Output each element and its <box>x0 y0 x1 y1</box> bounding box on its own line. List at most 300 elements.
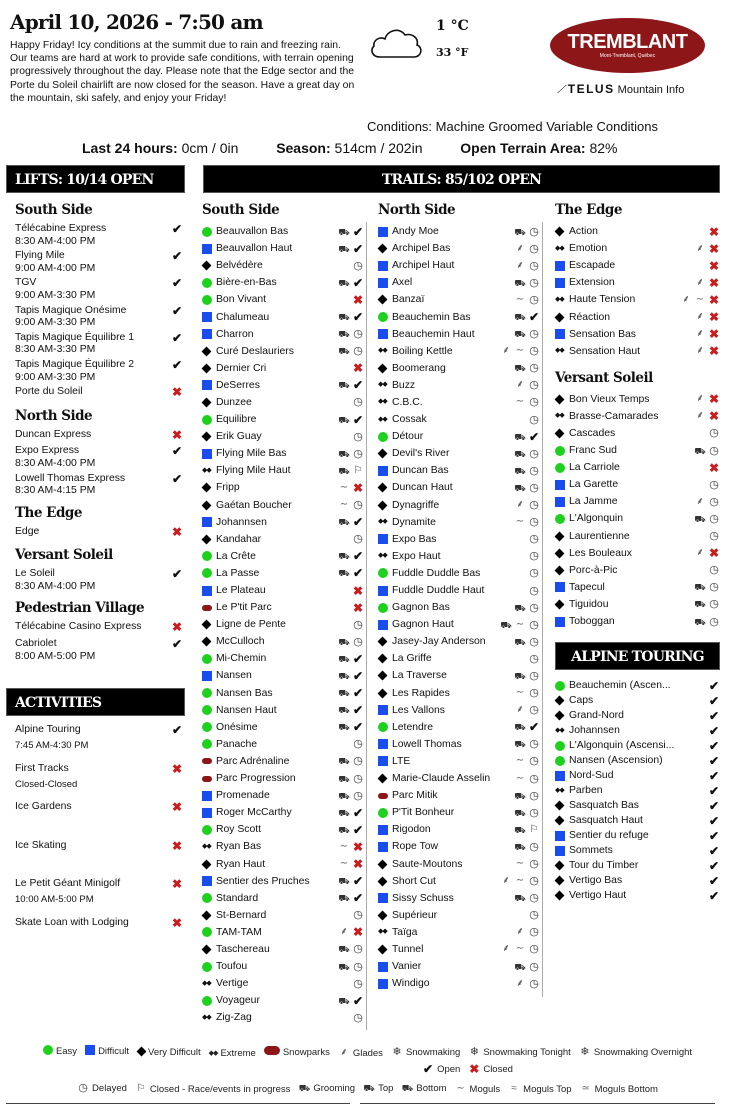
snowpark-icon <box>378 793 388 799</box>
black-diamond-icon <box>555 394 565 404</box>
trail-row <box>378 479 540 496</box>
lift-row <box>15 445 185 470</box>
groomer-icon: ⛟ <box>338 226 350 237</box>
clock-icon: ◷ <box>529 242 539 255</box>
lift-info <box>15 445 95 470</box>
trail-status-icons <box>338 379 364 391</box>
alpine-touring-row <box>555 783 720 798</box>
trail-row <box>378 838 540 855</box>
trail-status-icons <box>708 462 720 474</box>
trail-row <box>202 274 364 291</box>
green-circle-icon <box>202 227 212 237</box>
alpine-touring-row <box>555 693 720 708</box>
lift-info <box>15 223 106 248</box>
clock-icon: ◷ <box>353 635 363 648</box>
trail-status-icons <box>352 1012 364 1024</box>
groomer-icon: ⛟ <box>514 363 526 374</box>
clock-icon: ◷ <box>529 533 539 546</box>
clock-icon: ◷ <box>709 581 719 594</box>
trail-status-icons <box>338 704 364 716</box>
snowpark-icon <box>202 758 212 764</box>
trail-row <box>202 343 364 360</box>
clock-icon: ◷ <box>353 259 363 272</box>
trail-name: Duncan Haut <box>392 482 453 494</box>
lift-row <box>15 429 185 444</box>
activity-info <box>15 917 129 956</box>
very-difficult-difficulty-icon <box>378 655 392 662</box>
very-difficult-difficulty-icon <box>555 533 569 540</box>
trail-row <box>555 493 720 510</box>
black-diamond-icon <box>202 910 212 920</box>
clock-icon: ◷ <box>529 943 539 956</box>
extreme-difficulty-icon <box>202 466 216 476</box>
lift-status <box>169 386 185 401</box>
trail-name: Les Bouleaux <box>569 547 632 559</box>
trail-name: St-Bernard <box>216 909 267 921</box>
very-difficult-difficulty-icon <box>378 912 392 919</box>
difficult-difficulty-icon <box>202 449 216 459</box>
lift-hours: 9:00 AM-3:30 PM <box>15 371 96 383</box>
black-diamond-icon <box>555 696 565 706</box>
clock-icon: ◷ <box>353 618 363 631</box>
alpine-touring-header: ALPINE TOURING <box>555 642 720 670</box>
trail-row <box>378 514 540 531</box>
very-difficult-difficulty-icon <box>555 430 569 437</box>
trail-name: Toufou <box>216 961 248 973</box>
trail-name: Duncan Bas <box>392 465 449 477</box>
double-black-diamond-icon: ◆◆ <box>202 466 211 474</box>
green-circle-icon <box>555 514 565 524</box>
legend-item-moguls-top <box>508 1083 571 1095</box>
trail-name: Zig-Zag <box>216 1012 252 1024</box>
blue-square-icon <box>378 962 388 972</box>
extreme-difficulty-icon <box>202 842 216 852</box>
trail-name: Sensation Bas <box>569 328 637 340</box>
trail-status-icons <box>514 602 540 614</box>
difficult-difficulty-icon <box>555 846 569 856</box>
clock-icon: ◷ <box>529 396 539 409</box>
trail-name: Vertige <box>216 978 249 990</box>
check-icon: ✔ <box>352 686 364 701</box>
groomer-icon: ⛟ <box>338 312 350 323</box>
activity-row <box>15 724 185 763</box>
alpine-touring-name: Sentier du refuge <box>569 830 649 841</box>
trail-row <box>378 257 540 274</box>
lift-info <box>15 332 134 357</box>
lift-hours: 8:30 AM-4:15 PM <box>15 485 96 497</box>
clock-icon: ◷ <box>353 977 363 990</box>
check-icon: ✔ <box>528 429 540 444</box>
clock-icon: ◷ <box>529 738 539 751</box>
very-difficult-difficulty-icon <box>202 262 216 269</box>
groomer-icon: ⛟ <box>338 414 350 425</box>
activity-info <box>15 801 72 840</box>
flag-icon: ⚐ <box>529 823 539 835</box>
groomer-top-icon: ⛟ <box>694 599 706 610</box>
column-divider <box>366 222 367 1030</box>
trail-row <box>555 274 720 291</box>
lift-status <box>169 473 185 498</box>
check-icon: ✔ <box>708 888 720 903</box>
difficult-difficulty-icon <box>555 582 569 592</box>
trail-status-icons <box>500 943 540 955</box>
easy-difficulty-icon <box>378 568 392 578</box>
check-icon: ✔ <box>171 444 183 459</box>
blue-square-icon <box>202 449 212 459</box>
activity-row <box>15 878 185 917</box>
trail-row <box>378 308 540 325</box>
close-x-icon: ✖ <box>171 800 183 814</box>
check-icon: ✔ <box>352 378 364 393</box>
lift-info <box>15 277 95 302</box>
clock-icon: ◷ <box>78 1082 88 1094</box>
difficult-difficulty-icon <box>378 534 392 544</box>
trail-name: Tiguidou <box>569 598 609 610</box>
activity-hours: 7:45 AM-4:30 PM <box>15 740 89 751</box>
clock-icon: ◷ <box>353 738 363 751</box>
trail-name: Jasey-Jay Anderson <box>392 636 486 648</box>
trail-status-icons <box>338 277 364 289</box>
lift-hours: 8:30 AM-4:00 PM <box>15 235 96 247</box>
trail-status-icons <box>694 328 720 340</box>
clock-icon: ◷ <box>353 755 363 768</box>
trail-status-icons <box>338 328 364 340</box>
clock-icon: ◷ <box>529 259 539 272</box>
trail-row <box>202 394 364 411</box>
glades-tree-icon: ⸙ <box>340 926 348 938</box>
trail-name: Boomerang <box>392 362 446 374</box>
trail-status-icons <box>352 260 364 272</box>
check-icon: ✔ <box>423 1062 434 1076</box>
moguls-icon: ∼ <box>339 840 349 852</box>
trail-row <box>555 425 720 442</box>
lift-hours: 8:30 AM-4:00 PM <box>15 580 96 592</box>
blue-square-icon <box>555 480 565 490</box>
trail-status-icons <box>338 961 364 973</box>
trail-row <box>378 274 540 291</box>
trails-south-side <box>202 195 364 1026</box>
trail-status-icons <box>514 704 540 716</box>
legend-label: Moguls <box>469 1083 501 1095</box>
green-circle-icon <box>202 688 212 698</box>
trail-name: Taïga <box>392 926 418 938</box>
trail-name: Bière-en-Bas <box>216 277 277 289</box>
very-difficult-difficulty-icon <box>378 878 392 885</box>
legend-item-race <box>135 1083 290 1095</box>
trail-name: Dynagriffe <box>392 499 440 511</box>
trail-status-icons <box>338 243 364 255</box>
trail-name: Escapade <box>569 260 616 272</box>
trail-name: Standard <box>216 892 259 904</box>
extreme-difficulty-icon <box>378 346 392 356</box>
trail-row <box>378 565 540 582</box>
trail-name: Nansen Bas <box>216 687 273 699</box>
clock-icon: ◷ <box>529 687 539 700</box>
close-x-icon: ✖ <box>708 392 720 407</box>
lift-info <box>15 526 39 541</box>
green-circle-icon <box>202 278 212 288</box>
trail-status-icons <box>708 260 720 272</box>
check-icon: ✔ <box>708 753 720 768</box>
trail-status-icons <box>352 585 364 597</box>
snowpark-difficulty-icon <box>202 758 216 764</box>
very-difficult-difficulty-icon <box>378 484 392 491</box>
trail-row <box>202 838 364 855</box>
difficult-difficulty-icon <box>555 497 569 507</box>
footer-divider <box>360 1103 715 1104</box>
legend-label: Very Difficult <box>148 1047 201 1058</box>
alpine-touring-row <box>555 708 720 723</box>
groomer-icon: ⛟ <box>338 824 350 835</box>
alpine-touring-name: Parben <box>569 785 603 796</box>
difficult-difficulty-icon <box>555 617 569 627</box>
trail-row <box>378 753 540 770</box>
blue-square-icon <box>202 517 212 527</box>
trail-row <box>555 459 720 476</box>
blue-square-icon <box>202 876 212 886</box>
trail-status-icons <box>338 773 364 785</box>
trail-name: Ryan Bas <box>216 841 262 853</box>
clock-icon: ◷ <box>529 464 539 477</box>
cloud-icon <box>368 24 424 60</box>
activity-name: Ice Skating <box>15 839 67 851</box>
close-x-icon: ✖ <box>708 409 720 424</box>
groomer-icon: ⛟ <box>338 568 350 579</box>
legend-label: Extreme <box>220 1047 256 1059</box>
trail-name: Sissy Schuss <box>392 892 454 904</box>
glades-tree-icon: ⸙ <box>516 499 524 511</box>
trail-row <box>202 753 364 770</box>
check-icon: ✔ <box>708 693 720 708</box>
trail-section-title: South Side <box>202 202 280 218</box>
trail-row <box>378 599 540 616</box>
lift-row <box>15 473 185 498</box>
blue-square-icon <box>202 671 212 681</box>
double-black-diamond-icon: ◆◆ <box>378 381 387 389</box>
groomer-icon: ⛟ <box>514 448 526 459</box>
trail-name: Charron <box>216 328 254 340</box>
lift-info <box>15 359 134 384</box>
blue-square-icon <box>202 329 212 339</box>
trail-status-icons <box>514 243 540 255</box>
easy-difficulty-icon <box>378 603 392 613</box>
trail-name: Banzaï <box>392 294 425 306</box>
activities-header: ACTIVITIES <box>6 688 185 716</box>
trail-row <box>202 428 364 445</box>
groomer-icon: ⛟ <box>514 824 526 835</box>
trail-row <box>202 685 364 702</box>
trail-name: Ligne de Pente <box>216 619 286 631</box>
trail-status-icons <box>338 841 364 853</box>
difficult-difficulty-icon <box>555 831 569 841</box>
very-difficult-difficulty-icon <box>378 502 392 509</box>
difficult-difficulty-icon <box>378 227 392 237</box>
trail-status-icons <box>514 482 540 494</box>
terrain-label: Open Terrain Area: <box>460 140 586 156</box>
difficult-difficulty-icon <box>202 329 216 339</box>
column-divider <box>542 222 543 997</box>
trail-name: Bon Vieux Temps <box>569 393 650 405</box>
difficult-difficulty-icon <box>378 825 392 835</box>
very-difficult-difficulty-icon <box>555 550 569 557</box>
groomer-icon: ⛟ <box>338 995 350 1006</box>
trail-status-icons <box>338 943 364 955</box>
difficult-difficulty-icon <box>202 808 216 818</box>
blue-square-icon <box>378 586 388 596</box>
lift-info <box>15 621 141 636</box>
trail-status-icons <box>338 670 364 682</box>
activity-info <box>15 724 88 763</box>
difficult-difficulty-icon <box>555 480 569 490</box>
trail-name: Tapecul <box>569 581 605 593</box>
trail-row <box>378 445 540 462</box>
alpine-touring-status <box>708 785 720 797</box>
snowpark-icon <box>264 1046 280 1055</box>
trail-name: Fripp <box>216 482 240 494</box>
close-x-icon: ✖ <box>352 925 364 940</box>
activity-status <box>169 878 185 917</box>
legend-item-difficult <box>85 1045 129 1058</box>
legend-item-snowpark <box>264 1046 330 1058</box>
trail-name: Extension <box>569 277 615 289</box>
alpine-touring-status <box>708 890 720 902</box>
legend-label: Snowmaking Tonight <box>483 1046 571 1058</box>
alpine-touring-name: Sommets <box>569 845 613 856</box>
trail-name: Rope Tow <box>392 841 439 853</box>
black-diamond-icon <box>555 816 565 826</box>
trail-row <box>202 650 364 667</box>
easy-difficulty-icon <box>202 825 216 835</box>
trails-edge-soleil <box>555 195 720 630</box>
blue-square-icon <box>555 497 565 507</box>
difficult-difficulty-icon <box>85 1045 95 1058</box>
trail-status-icons <box>352 533 364 545</box>
legend-features <box>0 1082 735 1095</box>
very-difficult-difficulty-icon <box>378 638 392 645</box>
black-diamond-icon <box>202 432 212 442</box>
trail-status-icons <box>694 277 720 289</box>
trail-status-icons <box>338 226 364 238</box>
trail-name: Émotion <box>569 243 608 255</box>
lift-name: Expo Express <box>15 445 80 457</box>
glades-tree-icon: ⸙ <box>696 410 704 422</box>
glades-tree-icon: ⸙ <box>696 242 704 254</box>
blue-square-icon <box>378 825 388 835</box>
lift-name: Duncan Express <box>15 428 92 440</box>
easy-difficulty-icon <box>202 654 216 664</box>
moguls-icon: ∼ <box>515 396 525 408</box>
blue-square-icon <box>555 771 565 781</box>
legend-item-closed <box>468 1063 513 1075</box>
extreme-difficulty-icon <box>555 726 569 736</box>
groomer-icon: ⛟ <box>338 961 350 972</box>
easy-difficulty-icon <box>378 432 392 442</box>
trail-row <box>202 616 364 633</box>
double-black-diamond-icon: ◆◆ <box>378 928 387 936</box>
glades-tree-icon: ⸙ <box>696 345 704 357</box>
trail-row <box>202 479 364 496</box>
close-x-icon: ✖ <box>171 524 183 539</box>
trail-row <box>202 377 364 394</box>
check-icon: ✔ <box>352 720 364 735</box>
clock-icon: ◷ <box>529 875 539 888</box>
trail-status-icons <box>514 755 540 767</box>
clock-icon: ◷ <box>529 926 539 939</box>
close-x-icon: ✖ <box>708 241 720 256</box>
green-circle-icon <box>202 295 212 305</box>
clock-icon: ◷ <box>353 430 363 443</box>
glades-tree-icon: ⸙ <box>696 393 704 405</box>
trail-status-icons <box>514 670 540 682</box>
difficult-difficulty-icon <box>202 244 216 254</box>
trail-name: Ryan Haut <box>216 858 266 870</box>
trail-status-icons <box>514 294 540 306</box>
activity-status <box>169 724 185 763</box>
easy-difficulty-icon <box>202 927 216 937</box>
clock-icon: ◷ <box>529 601 539 614</box>
legend-label: Delayed <box>92 1082 127 1094</box>
lift-status <box>169 526 185 541</box>
black-diamond-icon <box>555 565 565 575</box>
groomer-icon: ⛟ <box>338 465 350 476</box>
green-circle-icon <box>202 962 212 972</box>
double-black-diamond-icon: ◆◆ <box>378 552 387 560</box>
moguls-icon: ∼ <box>515 345 525 357</box>
activity-status <box>169 801 185 840</box>
trail-row <box>202 291 364 308</box>
moguls-icon: ∼ <box>339 481 349 493</box>
trail-name: La Jamme <box>569 496 618 508</box>
easy-difficulty-icon <box>202 227 216 237</box>
very-difficult-difficulty-icon <box>202 536 216 543</box>
trail-row <box>202 462 364 479</box>
alpine-touring-row <box>555 843 720 858</box>
glades-tree-icon: ⸙ <box>340 1047 348 1058</box>
check-icon: ✔ <box>352 874 364 889</box>
legend-label: Closed <box>483 1063 513 1075</box>
trail-name: P'Tit Bonheur <box>392 807 455 819</box>
clock-icon: ◷ <box>529 499 539 512</box>
blue-square-icon <box>555 261 565 271</box>
lift-name: Porte du Soleil <box>15 386 83 398</box>
check-icon: ✔ <box>171 567 183 582</box>
blue-square-icon <box>378 329 388 339</box>
sponsor-text: Mountain Info <box>617 84 685 96</box>
trails-header: TRAILS: 85/102 OPEN <box>203 165 720 193</box>
alpine-touring-status <box>708 875 720 887</box>
groomer-icon: ⛟ <box>338 688 350 699</box>
close-x-icon: ✖ <box>708 224 720 239</box>
groomer-icon: ⛟ <box>338 346 350 357</box>
difficult-difficulty-icon <box>555 261 569 271</box>
groomer-icon: ⛟ <box>514 602 526 613</box>
trail-name: Roy Scott <box>216 824 262 836</box>
lift-status <box>169 621 185 636</box>
trail-name: Beauchemin Bas <box>392 311 471 323</box>
glades-tree-icon: ⸙ <box>502 943 510 955</box>
very-difficult-difficulty-icon <box>378 775 392 782</box>
blue-square-icon <box>378 739 388 749</box>
trail-name: Letendre <box>392 721 434 733</box>
difficult-difficulty-icon <box>202 312 216 322</box>
check-icon: ✔ <box>708 738 720 753</box>
legend-status <box>0 1063 735 1076</box>
trail-status-icons <box>708 479 720 491</box>
blue-square-icon <box>555 846 565 856</box>
trail-name: Kandahar <box>216 533 262 545</box>
trail-row <box>378 924 540 941</box>
alpine-touring-row <box>555 768 720 783</box>
